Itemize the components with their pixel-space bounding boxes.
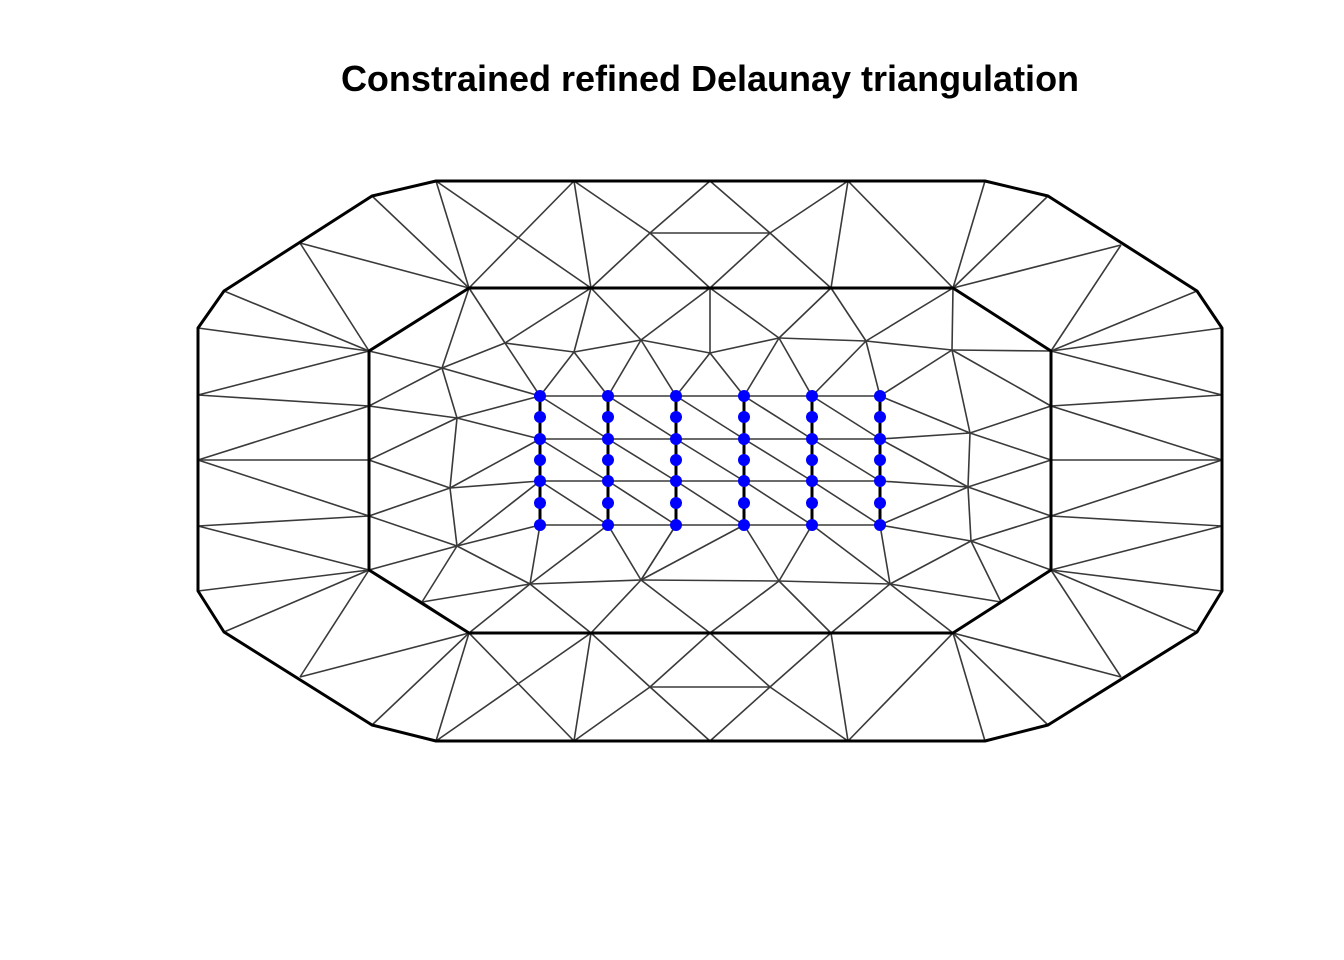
mesh-edge — [890, 584, 1001, 602]
mesh-edge — [866, 341, 880, 396]
mesh-edge — [369, 516, 457, 546]
grid-point — [738, 454, 750, 466]
mesh-edge — [812, 525, 890, 584]
mesh-edge — [540, 396, 608, 439]
grid-point — [806, 411, 818, 423]
mesh-edge — [574, 633, 591, 741]
grid-point — [806, 454, 818, 466]
grid-point — [738, 519, 750, 531]
mesh-edge — [198, 460, 369, 516]
mesh-edge — [710, 288, 779, 338]
grid-point — [670, 497, 682, 509]
grid-point — [602, 497, 614, 509]
grid-point — [874, 497, 886, 509]
mesh-edge — [1051, 351, 1222, 395]
mesh-edge — [450, 481, 540, 488]
mesh-edge — [831, 633, 848, 741]
mesh-edge — [505, 343, 574, 352]
mesh-edge — [457, 546, 530, 584]
mesh-edge — [968, 487, 1051, 516]
mesh-edge — [676, 481, 744, 525]
mesh-edge — [710, 233, 770, 288]
constraint-boundaries — [198, 181, 1222, 741]
mesh-edge — [591, 633, 650, 687]
mesh-edge — [952, 350, 1051, 351]
mesh-edge — [812, 481, 880, 525]
mesh-edge — [457, 418, 540, 439]
grid-point — [874, 475, 886, 487]
mesh-edge — [469, 584, 530, 633]
mesh-edge — [422, 584, 530, 602]
grid-point — [534, 475, 546, 487]
mesh-edge — [744, 338, 779, 396]
mesh-edge — [591, 233, 650, 288]
grid-point — [806, 475, 818, 487]
mesh-edge — [866, 288, 953, 341]
mesh-edge — [469, 181, 574, 288]
mesh-edge — [812, 439, 880, 481]
mesh-edge — [880, 350, 952, 396]
grid-point — [670, 390, 682, 402]
grid-point — [874, 454, 886, 466]
grid-point — [738, 475, 750, 487]
mesh-edge — [650, 687, 710, 741]
mesh-edge — [779, 525, 812, 581]
grid-point — [602, 475, 614, 487]
mesh-edge — [831, 584, 890, 633]
grid-point — [670, 454, 682, 466]
mesh-edge — [1051, 395, 1222, 406]
mesh-edge — [1051, 460, 1222, 516]
mesh-edge — [540, 481, 608, 525]
mesh-edge — [779, 338, 866, 341]
mesh-edge — [779, 288, 831, 338]
grid-point — [874, 519, 886, 531]
mesh-edge — [1051, 328, 1222, 351]
mesh-edge — [369, 406, 457, 418]
mesh-edge — [608, 340, 641, 396]
mesh-edge — [641, 580, 779, 581]
grid-point — [738, 390, 750, 402]
mesh-edge — [710, 633, 770, 687]
mesh-edge — [848, 181, 953, 288]
grid-point — [670, 519, 682, 531]
mesh-edge — [744, 525, 779, 581]
mesh-edge — [300, 633, 469, 677]
grid-point — [738, 433, 750, 445]
mesh-edge — [641, 580, 710, 633]
mesh-edge — [442, 288, 469, 368]
mesh-edge — [469, 288, 505, 343]
mesh-edge — [369, 368, 442, 406]
mesh-edge — [198, 395, 369, 406]
mesh-edge — [880, 396, 970, 433]
mesh-edge — [770, 181, 848, 233]
mesh-edge — [831, 288, 866, 341]
mesh-edge — [641, 340, 710, 353]
mesh-edge — [953, 245, 1121, 288]
mesh-edge — [866, 341, 952, 350]
grid-point — [806, 433, 818, 445]
mesh-edge — [779, 581, 890, 584]
mesh-edge — [469, 633, 574, 741]
mesh-edge — [436, 181, 591, 288]
mesh-edge — [952, 350, 1051, 406]
mesh-edges — [198, 181, 1222, 741]
grid-point — [534, 454, 546, 466]
grid-point — [874, 433, 886, 445]
mesh-edge — [880, 433, 970, 439]
mesh-edge — [457, 396, 540, 418]
grid-point — [602, 411, 614, 423]
mesh-edge — [970, 406, 1051, 433]
mesh-edge — [450, 418, 457, 488]
mesh-edge — [880, 481, 968, 487]
grid-point — [806, 497, 818, 509]
mesh-edge — [968, 433, 970, 487]
mesh-edge — [952, 350, 970, 433]
mesh-edge — [198, 328, 369, 351]
mesh-edge — [540, 439, 608, 481]
mesh-edge — [676, 439, 744, 481]
mesh-edge — [198, 351, 369, 395]
mesh-edge — [198, 406, 369, 460]
mesh-edge — [530, 584, 591, 633]
mesh-edge — [442, 343, 505, 368]
grid-point — [602, 433, 614, 445]
mesh-edge — [608, 481, 676, 525]
mesh-edge — [369, 351, 442, 368]
grid-point — [670, 433, 682, 445]
mesh-edge — [890, 584, 953, 633]
mesh-edge — [574, 181, 591, 288]
mesh-edge — [574, 687, 650, 741]
grid-point — [738, 411, 750, 423]
mesh-edge — [608, 525, 641, 580]
mesh-edge — [952, 288, 953, 350]
mesh-edge — [1051, 516, 1222, 526]
mesh-edge — [442, 368, 540, 396]
grid-point — [534, 390, 546, 402]
mesh-edge — [574, 352, 608, 396]
mesh-edge — [641, 525, 676, 580]
mesh-edge — [591, 288, 641, 340]
mesh-edge — [530, 580, 641, 584]
mesh-edge — [1051, 291, 1197, 351]
mesh-edge — [198, 526, 369, 570]
grid-point — [602, 454, 614, 466]
grid-point — [806, 390, 818, 402]
mesh-edge — [1051, 406, 1222, 460]
grid-point — [602, 519, 614, 531]
mesh-edge — [530, 525, 540, 584]
grid-point — [602, 390, 614, 402]
mesh-edge — [710, 687, 770, 741]
grid-point — [534, 411, 546, 423]
mesh-edge — [450, 439, 540, 488]
mesh-edge — [369, 460, 450, 488]
mesh-edge — [608, 396, 676, 439]
mesh-edge — [591, 580, 641, 633]
mesh-edge — [848, 633, 953, 741]
mesh-edge — [650, 233, 710, 288]
mesh-edge — [710, 181, 770, 233]
grid-point — [806, 519, 818, 531]
mesh-edge — [880, 525, 971, 541]
mesh-edge — [676, 396, 744, 439]
mesh-edge — [968, 487, 971, 541]
grid-point — [534, 433, 546, 445]
mesh-edge — [880, 439, 968, 487]
mesh-edge — [880, 525, 890, 584]
mesh-edge — [1051, 526, 1222, 570]
mesh-edge — [812, 341, 866, 396]
mesh-edge — [198, 516, 369, 526]
mesh-edge — [650, 633, 710, 687]
grid-point — [534, 519, 546, 531]
mesh-edge — [880, 487, 968, 525]
mesh-edge — [744, 481, 812, 525]
mesh-edge — [641, 288, 710, 340]
mesh-edge — [710, 353, 744, 396]
mesh-edge — [530, 525, 608, 584]
mesh-edge — [369, 488, 450, 516]
mesh-edge — [608, 439, 676, 481]
mesh-edge — [710, 581, 779, 633]
mesh-edge — [450, 488, 457, 546]
mesh-edge — [676, 353, 710, 396]
mesh-edge — [770, 633, 831, 687]
mesh-edge — [744, 439, 812, 481]
mesh-edge — [779, 338, 812, 396]
mesh-edge — [890, 541, 971, 584]
mesh-edge — [970, 433, 1051, 460]
mesh-edge — [574, 181, 650, 233]
mesh-edge — [540, 352, 574, 396]
grid-point — [874, 411, 886, 423]
grid-point — [534, 497, 546, 509]
mesh-edge — [744, 396, 812, 439]
mesh-edge — [779, 581, 831, 633]
grid-point — [670, 411, 682, 423]
outer-boundary — [198, 181, 1222, 741]
mesh-edge — [641, 525, 744, 580]
mesh-edge — [770, 233, 831, 288]
mesh-edge — [812, 396, 880, 439]
mesh-edge — [710, 338, 779, 353]
mesh-edge — [831, 181, 848, 288]
grid-point — [874, 390, 886, 402]
mesh-edge — [369, 418, 457, 460]
grid-point — [738, 497, 750, 509]
mesh-edge — [641, 340, 676, 396]
mesh-edge — [968, 460, 1051, 487]
plot-title: Constrained refined Delaunay triangulation — [340, 58, 1080, 99]
grid-point — [670, 475, 682, 487]
mesh-edge — [436, 633, 591, 741]
mesh-edge — [650, 181, 710, 233]
mesh-edge — [770, 687, 848, 741]
mesh-edge — [574, 340, 641, 352]
mesh-edge — [971, 516, 1051, 541]
mesh-edge — [442, 368, 457, 418]
